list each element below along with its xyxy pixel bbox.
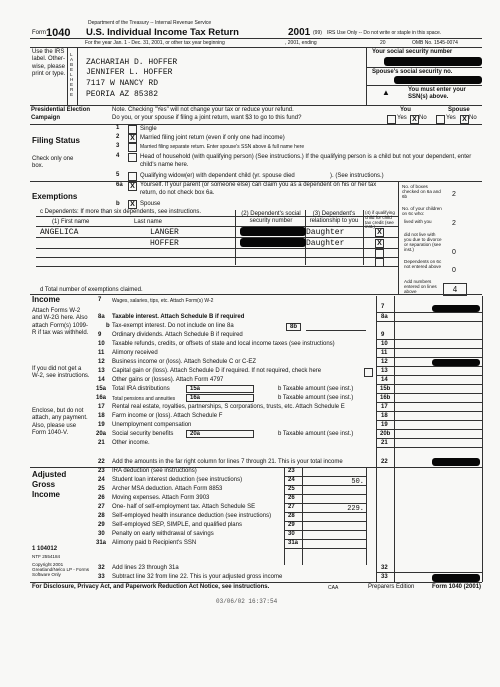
period-ending: , 2001, ending [285,40,317,46]
filing-separate-checkbox[interactable] [128,143,137,152]
dependent-relationship: Daughter [306,239,345,248]
attach-forms-note: Attach Forms W-2 and W-2G here. Also attach Form(s) 1099-R if tax was withheld. [32,308,89,336]
yes-label: Yes [446,115,456,121]
filing-single-checkbox[interactable] [128,125,137,134]
line-21-label: Other income. [112,440,150,446]
line-18-box: 18 [381,413,388,419]
agi-line-number: 27 [98,504,105,510]
line-16a-label: Total pensions and annuities [112,396,176,402]
form-footer-id: Form 1040 (2001) [432,584,482,590]
agi-line-box: 30 [288,531,295,537]
income-line-number: 8a [98,314,105,320]
line-16b-taxable-label: b Taxable amount (see inst.) [278,395,354,401]
no-label: No [419,115,427,121]
election-spouse-no-checkbox[interactable]: X [460,115,469,124]
yourself-checkbox[interactable]: X [128,182,137,191]
taxpayer-name: ZACHARIAH D. HOFFER [86,58,178,67]
line-14-box: 14 [381,377,388,383]
income-line-number: 20a [96,431,107,437]
form-id: 1 104012 [32,546,58,552]
boxes-checked-label: No. of boxes checked on 6a and 6b [402,184,441,199]
col-child-credit: (4) if qualifying child for child tax credit (see inst.) [365,210,395,230]
lived-with-value: 2 [452,220,456,227]
agi-line-label: IRA deduction (see instructions) [112,468,197,474]
agi-line-box: 31a [288,540,299,546]
line-16a-box: 16a [186,394,254,402]
dependents-not-entered-value: 0 [452,267,456,274]
line-19-box: 19 [381,422,388,428]
agi-row-rule [284,548,366,549]
income-line-number: 16a [96,395,107,401]
agi-row-rule [284,485,366,486]
period-text: For the year Jan. 1 - Dec. 31, 2001, or other tax year beginning [85,40,225,46]
line-15b-box: 15b [380,386,391,392]
line-10-label: Taxable refunds, credits, or offsets of state and local income taxes (see instructions) [112,341,335,347]
line-13-checkbox[interactable] [364,368,373,377]
agi-line-label: Student loan interest deduction (see instructions) [112,477,243,483]
income-line-number: 12 [98,359,105,365]
agi-line-box: 26 [288,495,295,501]
city-state-zip: PEORIA AZ 85382 [86,90,159,99]
filing-joint-checkbox[interactable]: X [128,134,137,143]
income-line-number: 15a [96,386,107,392]
line-9-label: Ordinary dividends. Attach Schedule B if required [112,332,243,338]
department-text: Department of the Treasury -- Internal Revenue Service [88,20,212,26]
form-title: U.S. Individual Income Tax Return [86,27,239,38]
agi-line-label: One- half of self-employment tax. Attach Schedule SE [112,504,256,510]
spouse-ssn-label: Spouse's social security no. [372,69,453,75]
did-not-live-value: 0 [452,249,456,256]
filing-separate-label: Married filing separate return. Enter spouse's SSN above & full name here [140,144,305,150]
label-here-vertical: LABEL HERE [70,52,74,97]
election-spouse-label: Spouse [448,107,470,113]
filing-line-number: 1 [116,125,120,131]
line-22-label: Add the amounts in the far right column for lines 7 through 21. This is your total income [112,459,343,465]
line-9-box: 9 [381,332,385,338]
filing-hoh-label: Head of household (with qualifying person) (See instructions.) If the qualifying person is a child but not your dependent, enter child's name here. [140,154,472,168]
dependent-first-name: ANGELICA [40,228,79,237]
tax-year: 2001 [288,27,311,38]
form-code: (99) [313,30,322,36]
boxes-checked-value: 2 [452,191,456,198]
label-instructions: Use the IRS label. Other- wise, please print or type. [32,49,66,78]
line-8b-label: Tax-exempt interest. Do not include on line 8a [112,323,234,329]
agi-line-number: 26 [98,495,105,501]
spouse-name: JENNIFER L. HOFFER [86,68,173,77]
agi-line-label: Alimony paid b Recipient's SSN [112,540,197,546]
line-11-box: 11 [381,350,388,356]
print-timestamp: 03/06/02 16:37:54 [216,598,278,605]
election-you-yes-checkbox[interactable] [387,115,396,124]
income-line-number: 11 [98,350,105,356]
election-campaign-title: Presidential Election Campaign [31,107,91,121]
line-11-label: Alimony received [112,350,158,356]
income-line-number: 17 [98,404,105,410]
total-exemptions-box: 4 [443,283,467,296]
agi-line-number: 24 [98,477,105,483]
copyright-text: Copyright 2001 Greatland/Nelco LP - Forms Software Only [32,562,90,577]
col-first-name: (1) First name [52,219,90,225]
redacted-total-income [432,458,480,466]
line-16b-box: 16b [380,395,391,401]
filing-status-title: Filing Status [32,136,80,145]
col-last-name: Last name [134,219,163,225]
col-relationship: (3) Dependent's relationship to you [309,211,359,224]
filing-widow-label: Qualifying widow(er) with dependent child (yr. spouse died [140,173,295,179]
agi-line-amount: 229. [347,505,364,513]
line-13-box: 13 [381,368,388,374]
exemptions-title: Exemptions [32,192,78,201]
line-10-box: 10 [381,341,388,347]
line-20b-box: 20b [380,431,391,437]
dependents-instructions: c Dependents: If more than six dependents, see instructions. [40,209,202,215]
redacted-agi [432,574,480,582]
agi-line-label: Self-employed health insurance deduction (see instructions) [112,513,272,519]
line-15a-box: 15a [186,385,254,393]
col-dependent-ssn: (2) Dependent's social security number [241,211,301,224]
line-32-label: Add lines 23 through 31a [112,565,179,571]
agi-line-label: Self-employed SEP, SIMPLE, and qualified plans [112,522,242,528]
dependent-last-name: LANGER [150,228,179,237]
filing-line-number: 5 [116,172,120,178]
lived-with-label: lived with you [404,219,432,224]
enclose-payment-note: Enclose, but do not attach, any payment. Also, please use Form 1040-V. [32,408,88,436]
line-13-label: Capital gain or (loss). Attach Schedule D if required. If not required, check here [112,368,322,374]
agi-line-number: 25 [98,486,105,492]
irs-use-text: IRS Use Only -- Do not write or staple in this space. [327,30,442,36]
line-17-box: 17 [381,404,388,410]
agi-row-rule [284,530,366,531]
dependents-not-entered-label: Dependents on 6c not entered above [404,259,442,269]
income-line-number: 7 [98,297,102,303]
line-7-label: Wages, salaries, tips, etc. Attach Form(s) W-2 [112,298,214,304]
redacted-spouse-ssn [394,76,482,84]
agi-line-label: Archer MSA deduction. Attach Form 8853 [112,486,223,492]
no-w2-note: If you did not get a W-2, see instructions. [32,366,90,380]
election-note: Note. Checking "Yes" will not change your tax or reduce your refund. [112,107,294,113]
redacted-ssn [384,57,482,66]
line-12-label: Business income or (loss). Attach Schedule C or C-EZ [112,359,257,365]
filing-single-label: Single [140,126,157,132]
agi-row-rule [284,503,366,504]
preparer-edition: Preparers Edition [368,584,415,590]
line-8a-box: 8a [381,314,388,320]
redacted-business-income [432,359,480,366]
redacted-dependent-ssn [240,238,306,247]
dependent-relationship: Daughter [306,228,345,237]
income-line-number: 19 [98,422,105,428]
dependent-last-name: HOFFER [150,239,179,248]
filing-hoh-checkbox[interactable] [128,153,137,162]
income-line-number: 10 [98,341,105,347]
agi-line-number: 33 [98,574,105,580]
line-33-label: Subtract line 32 from line 22. This is your adjusted gross income [112,574,283,580]
income-line-number: 18 [98,413,105,419]
agi-line-box: 24 [288,477,295,483]
line-22-box: 22 [381,459,388,465]
filing-widow-checkbox[interactable] [128,172,137,181]
filing-widow-see-instr: ). (See instructions.) [330,173,384,179]
agi-line-amount: 50. [351,478,364,486]
did-not-live-label: did not live with you due to divorce or separation (see inst.) [404,232,442,252]
ssn-important-note: You must enter your SSN(s) above. [408,87,466,100]
income-line-number: 13 [98,368,105,374]
spouse-exemption-checkbox[interactable]: X [128,200,137,209]
agi-line-number: 28 [98,513,105,519]
filing-joint-label: Married filing joint return (even if only one had income) [140,135,285,141]
add-numbers-label: Add numbers entered on lines above [404,279,437,294]
form-number: 1040 [46,27,71,39]
line-21-box: 21 [381,440,388,446]
spouse-exemption-label: Spouse [140,201,161,207]
line-32-box: 32 [381,565,388,571]
line-33-box: 33 [381,574,388,580]
agi-title: Adjusted Gross Income [32,470,67,499]
election-question: Do you, or your spouse if filing a joint return, want $3 to go to this fund? [112,115,302,121]
line-6a: 6a [116,182,123,188]
agi-line-number: 30 [98,531,105,537]
income-line-number: 22 [98,459,105,465]
line-19-label: Unemployment compensation [112,422,192,428]
caa-label: CAA [328,585,339,591]
form-label: Form [32,30,46,36]
redacted-dependent-ssn [240,227,306,236]
omb-number: OMB No. 1545-0074 [412,40,458,46]
check-only-one: Check only one box. [32,156,74,169]
line-20b-taxable-label: b Taxable amount (see inst.) [278,431,354,437]
agi-line-label: Penalty on early withdrawal of savings [112,531,214,537]
line-20a-label: Social security benefits [112,431,174,437]
line-15a-label: Total IRA distributions [112,386,170,392]
agi-row-rule [284,476,366,477]
important-arrow-icon: ▲ [382,88,390,97]
period-year: 20 [380,40,386,46]
line-20a-box: 20a [186,430,254,438]
agi-line-box: 25 [288,486,295,492]
yourself-label: Yourself. If your parent (or someone else) can claim you as a dependent on his or her tax return, do not check box 6a. [140,182,377,196]
filing-line-number: 2 [116,134,120,140]
agi-row-rule [284,521,366,522]
line-18-label: Farm income or (loss). Attach Schedule F [112,413,223,419]
line-7-box: 7 [381,304,385,310]
redacted-wages [432,305,480,312]
line-8a-label: Taxable interest. Attach Schedule B if required [112,314,245,320]
agi-row-rule [284,494,366,495]
line-17-label: Rental real estate, royalties, partnerships, S corporations, trusts, etc. Attach Schedule E [112,404,345,410]
filing-line-number: 3 [116,143,120,149]
agi-line-number: 31a [96,540,107,546]
income-line-number: b [106,323,110,329]
income-line-number: 14 [98,377,105,383]
line-12-box: 12 [381,359,388,365]
total-exemptions-label: d Total number of exemptions claimed. [40,287,143,293]
agi-line-box: 23 [288,468,295,474]
disclosure-notice: For Disclosure, Privacy Act, and Paperwork Reduction Act Notice, see instructions. [32,584,270,590]
line-8b-box: 8b [286,323,301,331]
line-15b-taxable-label: b Taxable amount (see inst.) [278,386,354,392]
ssn-label: Your social security number [372,49,453,55]
income-line-number: 21 [98,440,105,446]
election-you-label: You [400,107,411,113]
income-line-number: 9 [98,332,102,338]
agi-line-box: 29 [288,522,295,528]
agi-line-box: 27 [288,504,295,510]
filing-line-number: 4 [116,153,120,159]
agi-line-label: Moving expenses. Attach Form 3903 [112,495,210,501]
line-14-label: Other gains or (losses). Attach Form 4797 [112,377,224,383]
dependent-credit-checkbox[interactable]: X [375,228,384,237]
no-label: No [469,115,477,121]
ntf-id: NTF 2554184 [32,554,61,559]
agi-row-rule [284,512,366,513]
agi-line-box: 28 [288,513,295,519]
line-6b: b [116,201,120,207]
dependent-credit-checkbox[interactable]: X [375,239,384,248]
yes-label: Yes [397,115,407,121]
election-spouse-yes-checkbox[interactable] [436,115,445,124]
street-address: 7117 W NANCY RD [86,79,159,88]
income-title: Income [32,295,61,304]
agi-line-number: 23 [98,468,105,474]
election-you-no-checkbox[interactable]: X [410,115,419,124]
children-label: No. of your children on 6c who: [402,206,442,216]
agi-line-number: 32 [98,565,105,571]
agi-line-number: 29 [98,522,105,528]
